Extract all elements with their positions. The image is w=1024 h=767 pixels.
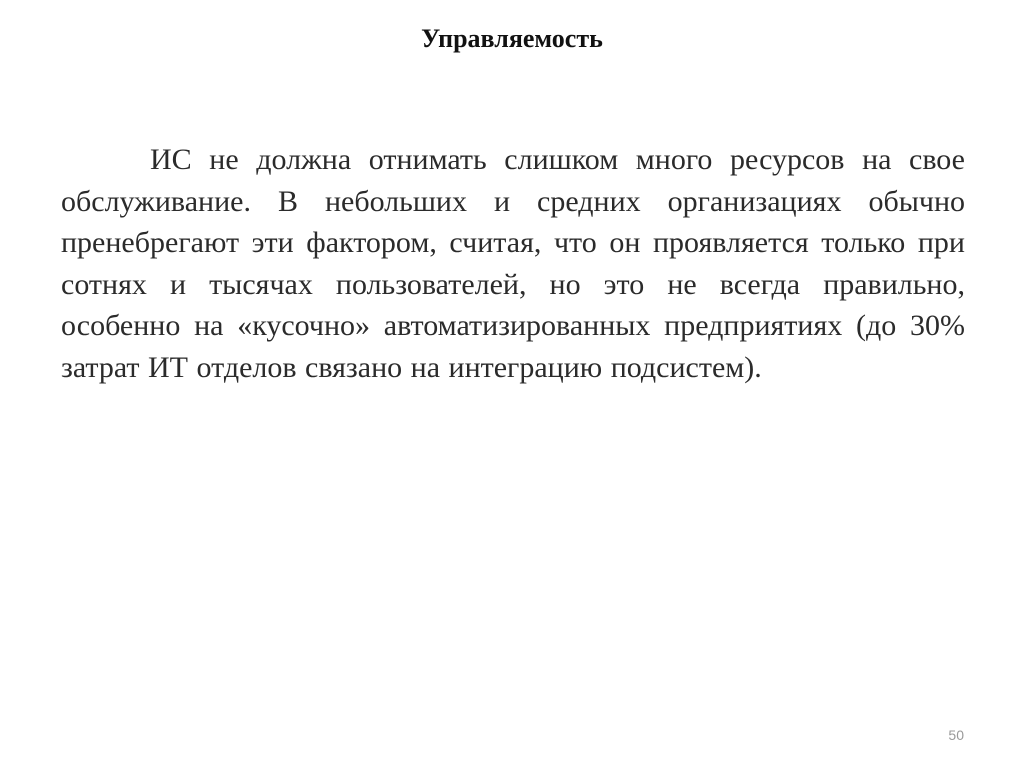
slide-body-paragraph: ИС не должна отнимать слишком много ресурсов на свое обслуживание. В небольших и средних организациях обычно пренебрегают эти фактором, считая, что он проявляется только при сотнях и тысячах пользователей, но это не всегда правильно, особенно на «кусочно» автоматизированных предприятиях (до 30% затрат ИТ отделов связано на интеграцию подсистем). bbox=[61, 143, 965, 384]
slide-title: Управляемость bbox=[421, 24, 603, 53]
page-number: 50 bbox=[948, 727, 964, 743]
